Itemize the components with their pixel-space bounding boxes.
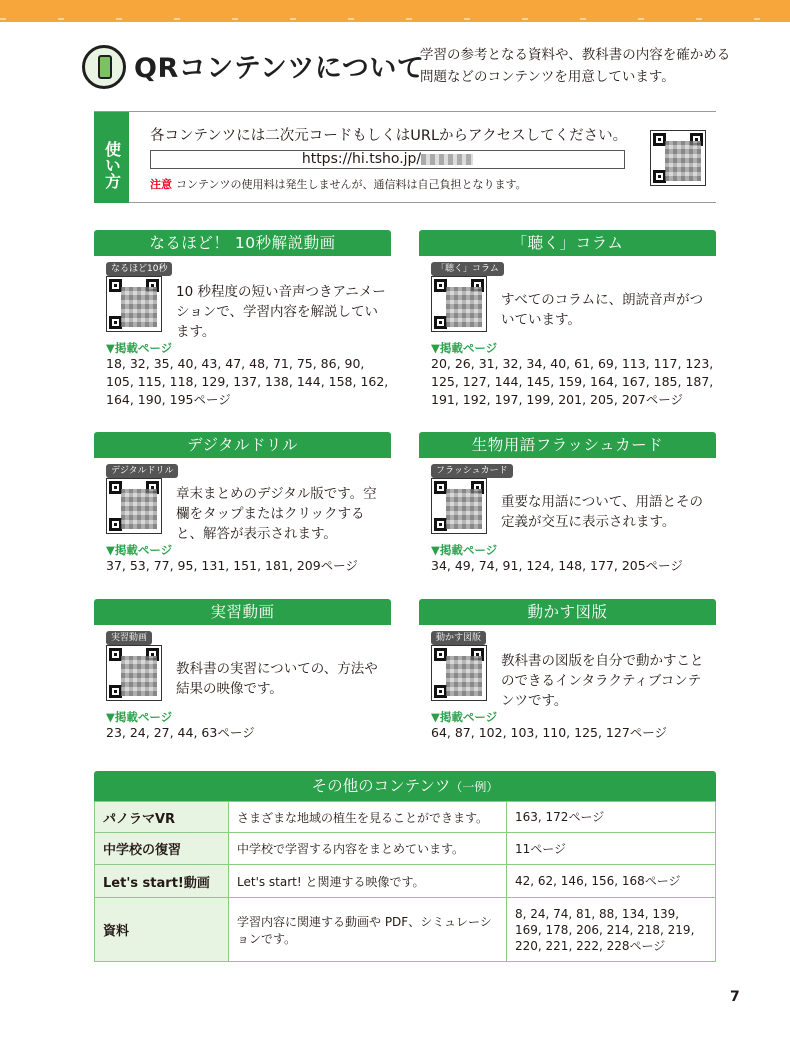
note-text: コンテンツの使用料は発生しませんが、通信料は自己負担となります。 [176, 178, 527, 191]
qr-blur [121, 656, 157, 696]
row-pages: 163, 172ページ [507, 802, 716, 833]
qr-blur [446, 489, 482, 529]
table-row [95, 898, 716, 962]
card-qr-code[interactable] [431, 478, 487, 534]
pages-label: ▼掲載ページ [106, 341, 173, 355]
qr-blur [665, 141, 701, 181]
usage-box [94, 111, 716, 203]
card-title: 動かす図版 [419, 599, 716, 625]
phone-icon [98, 55, 112, 79]
table-row [95, 833, 716, 865]
row-desc: 学習内容に関連する動画や PDF、シミュレーションです。 [229, 898, 507, 962]
card-tag: 動かす図版 [431, 631, 486, 645]
other-contents-title [94, 771, 716, 801]
row-pages: 42, 62, 146, 156, 168ページ [507, 865, 716, 898]
qr-blur [121, 287, 157, 327]
row-desc: Let's start! と関連する映像です。 [229, 865, 507, 898]
page-number: 7 [730, 989, 740, 1005]
card-description: すべてのコラムに、朗読音声がついています。 [501, 292, 704, 328]
page-description: 学習の参考となる資料や、教科書の内容を確かめる問題などのコンテンツを用意しています。 [420, 47, 731, 85]
card-pages: 34, 49, 74, 91, 124, 148, 177, 205ページ [431, 558, 683, 573]
card-title: 実習動画 [94, 599, 391, 625]
row-desc: 中学校で学習する内容をまとめています。 [229, 833, 507, 865]
row-desc: さまざまな地域の植生を見ることができます。 [229, 802, 507, 833]
usage-qr-code[interactable] [650, 130, 706, 186]
row-name: 中学校の復習 [95, 833, 229, 865]
qr-phone-icon [82, 45, 126, 89]
pages-label: ▼掲載ページ [106, 710, 173, 724]
card-title: デジタルドリル [94, 432, 391, 458]
pages-label: ▼掲載ページ [431, 341, 498, 355]
card-tag: デジタルドリル [106, 464, 178, 478]
card-tag: 実習動画 [106, 631, 152, 645]
row-pages: 8, 24, 74, 81, 88, 134, 139, 169, 178, 206, 214, 218, 219, 220, 221, 222, 228ページ [507, 898, 716, 962]
url-blur [421, 154, 473, 165]
card-qr-code[interactable] [106, 276, 162, 332]
usage-label: 使い方 [94, 112, 129, 203]
card-qr-code[interactable] [106, 478, 162, 534]
card-interactive-figure [419, 599, 716, 749]
card-description: 10 秒程度の短い音声つきアニメーションで、学習内容を解説しています。 [176, 284, 386, 340]
top-band [0, 0, 790, 22]
card-tag: フラッシュカード [431, 464, 513, 478]
pages-label: ▼掲載ページ [431, 710, 498, 724]
row-name: パノラマVR [95, 802, 229, 833]
row-pages: 11ページ [507, 833, 716, 865]
card-flashcard [419, 432, 716, 582]
card-pages: 18, 32, 35, 40, 43, 47, 48, 71, 75, 86, 90, 105, 115, 118, 129, 137, 138, 144, 158, 162, 164, 190, 195ページ [106, 356, 389, 407]
other-contents [94, 771, 716, 962]
card-tag: なるほど10秒 [106, 262, 172, 276]
card-description: 章末まとめのデジタル版です。空欄をタップまたはクリックすると、解答が表示されます。 [176, 486, 377, 542]
card-digital-drill [94, 432, 391, 582]
table-row [95, 865, 716, 898]
card-qr-code[interactable] [431, 276, 487, 332]
card-pages: 37, 53, 77, 95, 131, 151, 181, 209ページ [106, 558, 358, 573]
usage-note [150, 176, 527, 192]
card-naruhodo [94, 230, 391, 410]
other-title: その他のコンテンツ [311, 777, 451, 795]
card-kiku-column [419, 230, 716, 410]
other-title-sub: （一例） [450, 780, 499, 794]
card-pages: 23, 24, 27, 44, 63ページ [106, 725, 255, 740]
table-row [95, 802, 716, 833]
usage-text: 各コンテンツには二次元コードもしくはURLからアクセスしてください。 [150, 128, 628, 144]
card-qr-code[interactable] [106, 645, 162, 701]
page-title: QRコンテンツについて [134, 53, 425, 84]
url-text: https://hi.tsho.jp/ [301, 151, 422, 167]
pages-label: ▼掲載ページ [431, 543, 498, 557]
top-band-pattern [0, 18, 790, 20]
card-title: なるほど！ 10秒解説動画 [94, 230, 391, 256]
other-contents-table [94, 801, 716, 962]
card-tag: 「聴く」コラム [431, 262, 504, 276]
qr-blur [446, 287, 482, 327]
card-description: 教科書の図版を自分で動かすことのできるインタラクティブコンテンツです。 [501, 653, 704, 709]
card-qr-code[interactable] [431, 645, 487, 701]
card-description: 教科書の実習についての、方法や結果の映像です。 [176, 661, 378, 697]
pages-label: ▼掲載ページ [106, 543, 173, 557]
card-pages: 20, 26, 31, 32, 34, 40, 61, 69, 113, 117, 123, 125, 127, 144, 145, 159, 164, 167, 185, 187, 191, 192, 197, 199, 201, 205, 207ページ [431, 356, 714, 407]
row-name: Let's start!動画 [95, 865, 229, 898]
usage-url[interactable] [150, 150, 625, 169]
qr-blur [446, 656, 482, 696]
qr-blur [121, 489, 157, 529]
card-description: 重要な用語について、用語とその定義が交互に表示されます。 [501, 494, 703, 530]
card-title: 生物用語フラッシュカード [419, 432, 716, 458]
note-label: 注意 [150, 178, 172, 191]
row-name: 資料 [95, 898, 229, 962]
card-practice-video [94, 599, 391, 749]
card-pages: 64, 87, 102, 103, 110, 125, 127ページ [431, 725, 668, 740]
card-title: 「聴く」コラム [419, 230, 716, 256]
